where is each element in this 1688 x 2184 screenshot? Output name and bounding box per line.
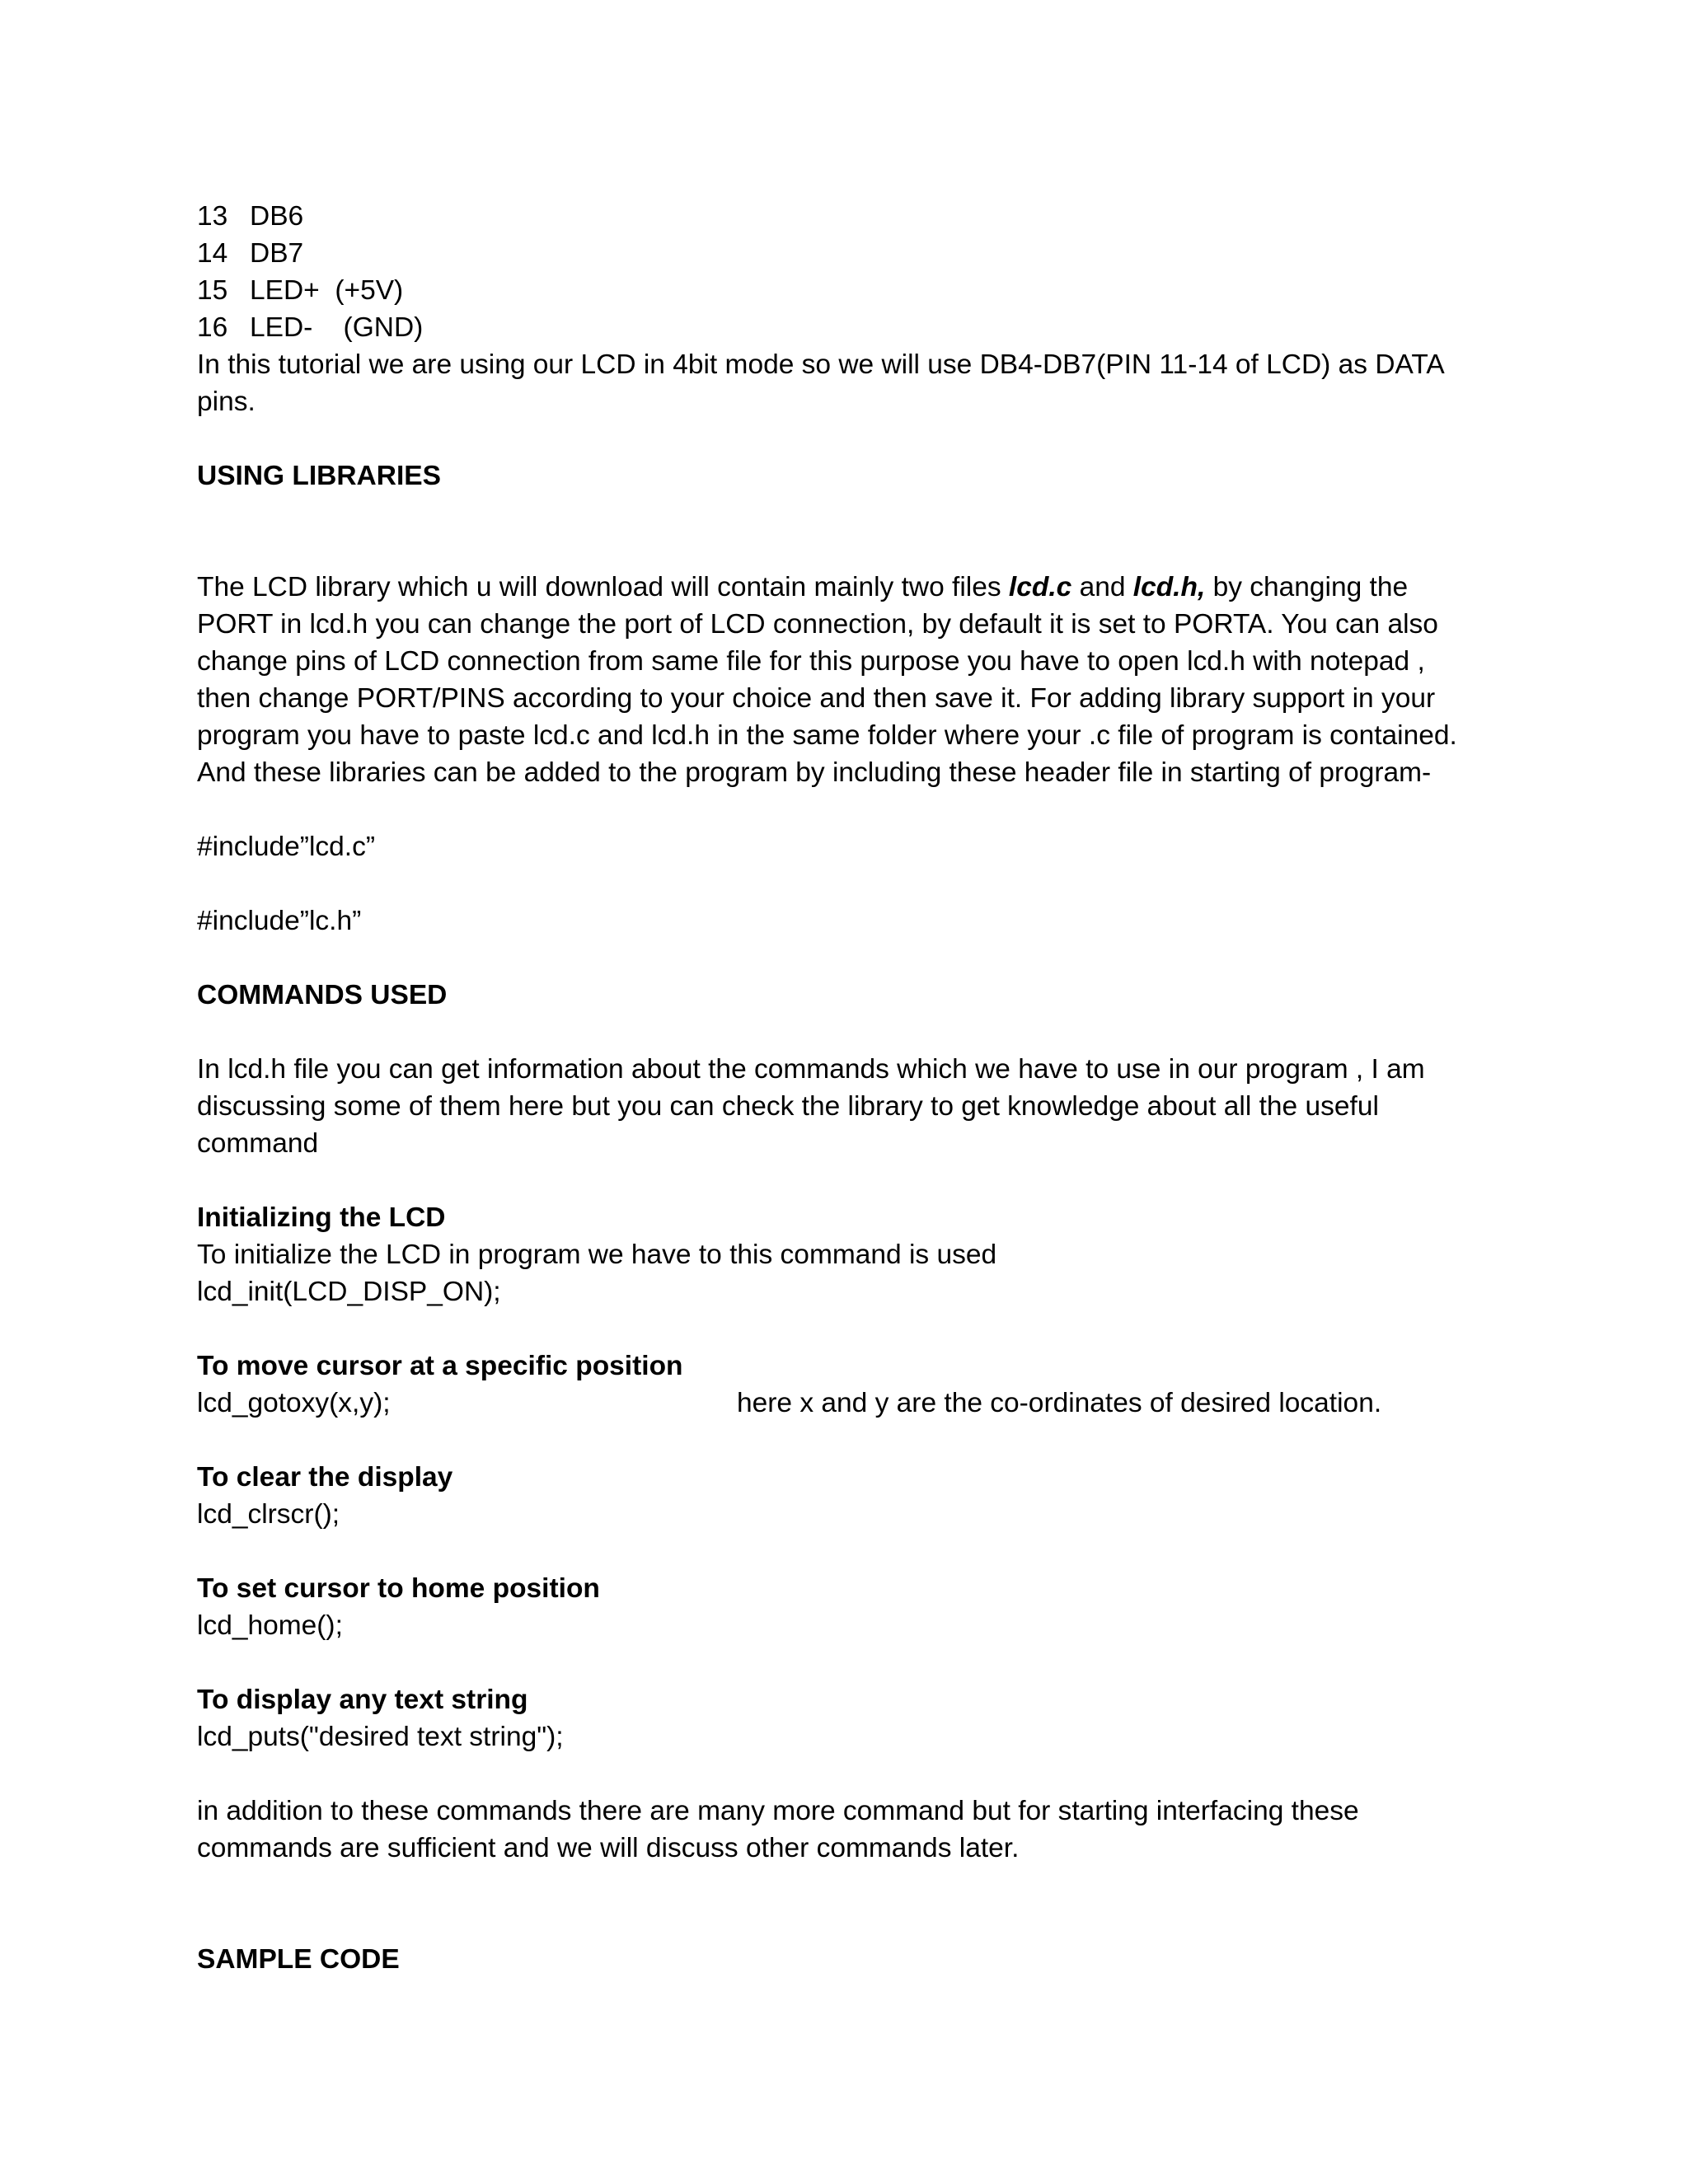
pin-name: DB7: [250, 238, 304, 269]
spacer: [197, 865, 1483, 902]
spacer: [197, 1755, 1483, 1793]
include-lc-h: #include”lc.h”: [197, 906, 362, 936]
spacer: [197, 791, 1483, 828]
closing-paragraph: in addition to these commands there are many more command but for starting interfacing these commands are sufficient and we will discuss other commands later.: [197, 1796, 1359, 1863]
command-code: lcd_gotoxy(x,y);: [197, 1388, 391, 1418]
include-lcd-c: #include”lcd.c”: [197, 832, 375, 862]
pin-number: 13: [197, 201, 228, 232]
command-note: here x and y are the co-ordinates of desired location.: [737, 1388, 1382, 1418]
pin-name: LED+ (+5V): [250, 275, 404, 306]
sample-code-heading: SAMPLE CODE: [197, 1944, 400, 1975]
command-code: lcd_home();: [197, 1610, 343, 1641]
spacer: [197, 1644, 1483, 1681]
pin-row: [197, 198, 1483, 235]
command-title: To display any text string: [197, 1685, 528, 1715]
lcd-h-filename: lcd.h,: [1132, 572, 1206, 602]
document-body: [197, 198, 1483, 1978]
command-code: lcd_puts("desired text string");: [197, 1722, 564, 1752]
command-title: Initializing the LCD: [197, 1202, 446, 1233]
pin-number: 16: [197, 312, 228, 343]
pin-row: [197, 272, 1483, 309]
command-title: To move cursor at a specific position: [197, 1351, 683, 1381]
spacer: [197, 940, 1483, 977]
commands-paragraph: In lcd.h file you can get information about the commands which we have to use in our program , I am discussing some of them here but you can check the library to get knowledge about all the useful command: [197, 1054, 1425, 1159]
pin-name: LED- (GND): [250, 312, 424, 343]
spacer: [197, 1533, 1483, 1570]
command-code: lcd_init(LCD_DISP_ON);: [197, 1277, 501, 1307]
pin-name: DB6: [250, 201, 304, 232]
command-code: lcd_clrscr();: [197, 1499, 340, 1530]
command-title: To clear the display: [197, 1462, 453, 1493]
command-description: To initialize the LCD in program we have to this command is used: [197, 1240, 997, 1270]
commands-used-heading: COMMANDS USED: [197, 980, 448, 1010]
intro-paragraph: In this tutorial we are using our LCD in 4bit mode so we will use DB4-DB7(PIN 11-14 of LCD) as DATA pins.: [197, 349, 1443, 417]
pin-row: [197, 309, 1483, 346]
pin-number: 15: [197, 275, 228, 306]
pin-row: [197, 235, 1483, 272]
spacer: [197, 1014, 1483, 1051]
spacer: [197, 1867, 1483, 1941]
command-title: To set cursor to home position: [197, 1573, 600, 1604]
spacer: [197, 1310, 1483, 1347]
libraries-text-and: and: [1071, 572, 1133, 602]
libraries-text-rest: by changing the PORT in lcd.h you can change the port of LCD connection, by default it is set to PORTA. You can also change pins of LCD connection from same file for this purpose you have to open lcd.h with notepad , then change PORT/PINS according to your choice and then save it. For adding library support in your program you have to paste lcd.c and lcd.h in the same folder where your .c file of program is contained. And these libraries can be added to the program by including these header file in starting of program-: [197, 572, 1457, 788]
libraries-paragraph: [197, 569, 1483, 791]
spacer: [197, 494, 1483, 569]
pin-number: 14: [197, 238, 228, 269]
lcd-c-filename: lcd.c: [1008, 572, 1072, 602]
libraries-text-start: The LCD library which u will download will contain mainly two files: [197, 572, 1009, 602]
spacer: [197, 1422, 1483, 1459]
spacer: [197, 420, 1483, 457]
command-code-row: [197, 1385, 1483, 1422]
spacer: [197, 1162, 1483, 1199]
using-libraries-heading: USING LIBRARIES: [197, 461, 441, 491]
